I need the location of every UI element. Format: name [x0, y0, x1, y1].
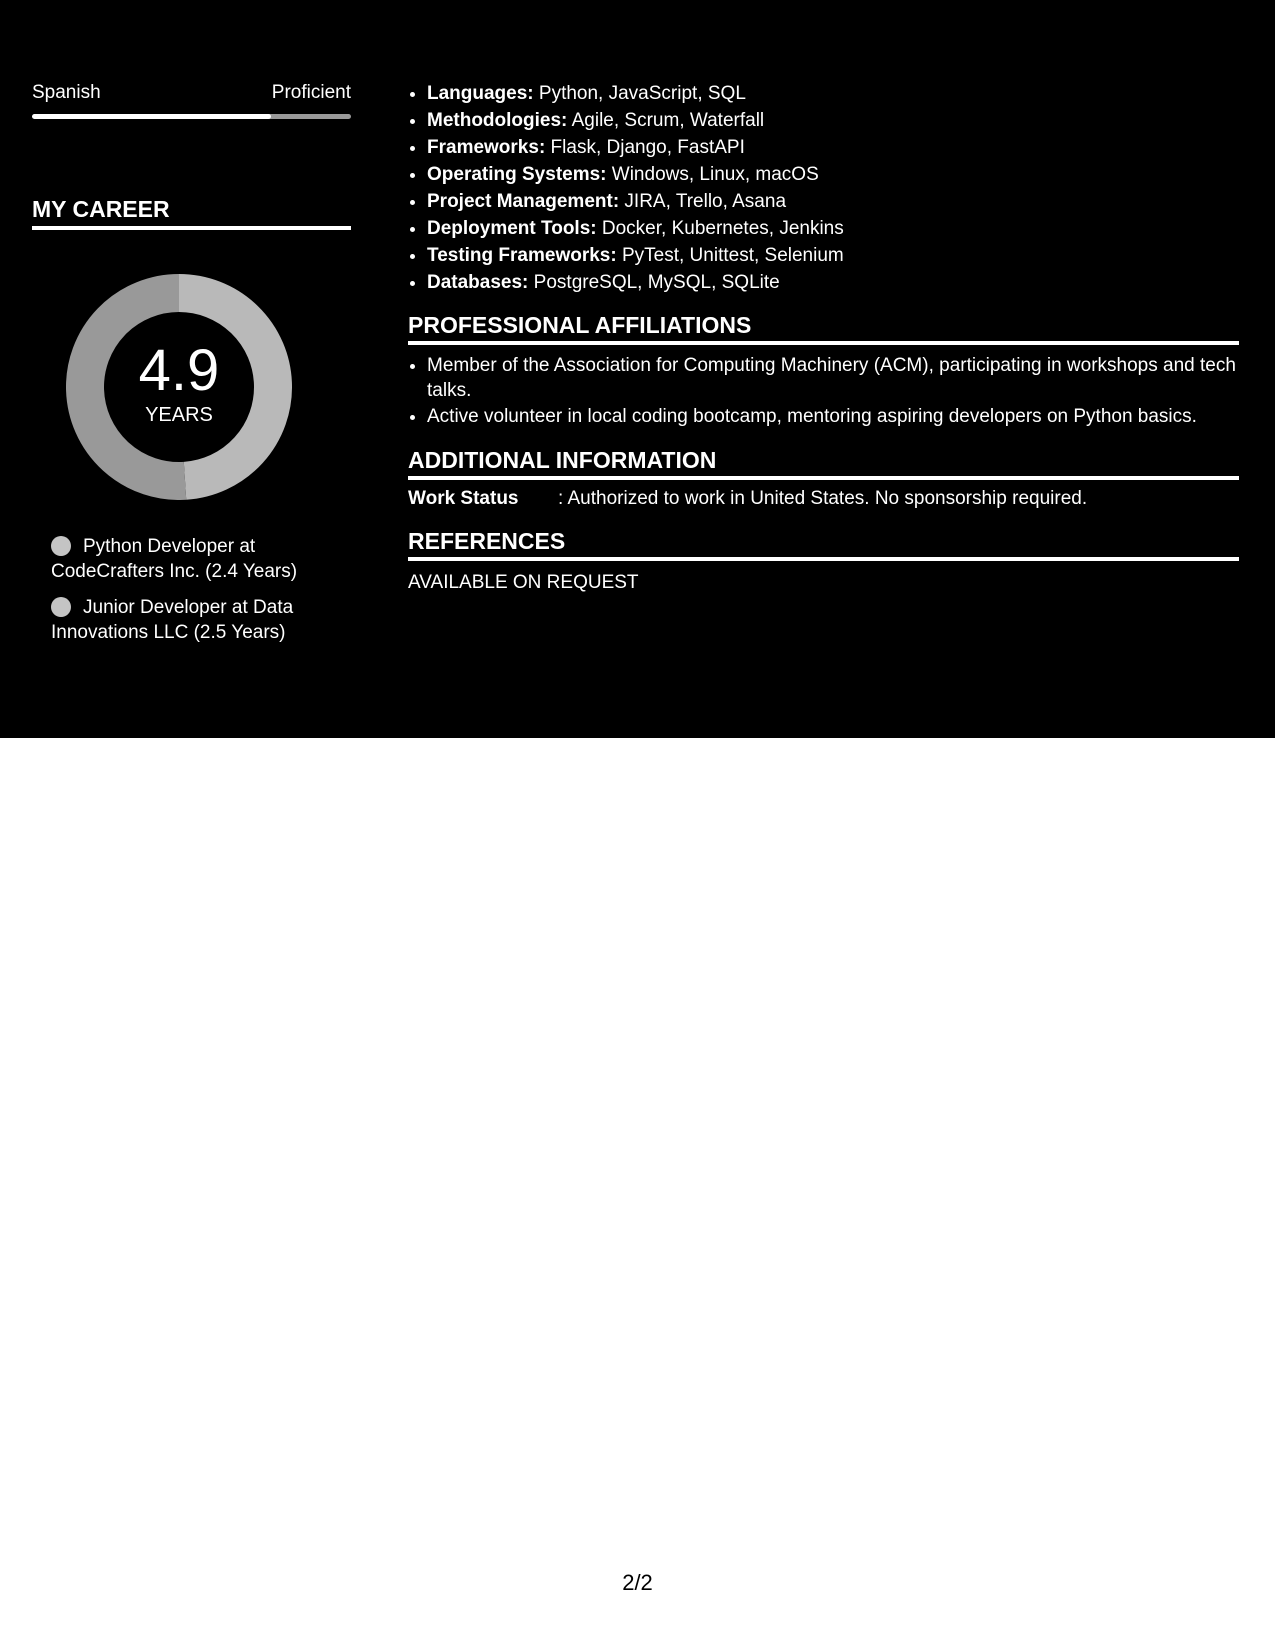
references-section-title: REFERENCES: [408, 528, 1239, 561]
affiliations-section-title: PROFESSIONAL AFFILIATIONS: [408, 312, 1239, 345]
skill-value: PyTest, Unittest, Selenium: [616, 245, 844, 266]
career-role-text: Python Developer at CodeCrafters Inc. (2.4 Years): [51, 536, 298, 582]
work-status-value: : Authorized to work in United States. No sponsorship required.: [558, 488, 1088, 509]
language-row: [32, 82, 351, 104]
affiliations-list: [408, 353, 1239, 430]
skill-label: Operating Systems:: [427, 164, 607, 185]
language-proficiency-fill: [32, 114, 271, 119]
skill-label: Databases:: [427, 272, 529, 293]
bullet-dot-icon: [51, 536, 71, 556]
total-years-unit: YEARS: [145, 403, 213, 426]
additional-info-section-title: ADDITIONAL INFORMATION: [408, 447, 1239, 480]
skill-value: JIRA, Trello, Asana: [619, 191, 787, 212]
affiliation-item: • Active volunteer in local coding bootcamp, mentoring aspiring developers on Python basics.: [427, 404, 1239, 429]
skill-label: Methodologies:: [427, 110, 568, 131]
skill-value: Python, JavaScript, SQL: [533, 83, 746, 104]
donut-center-label: [66, 274, 292, 500]
career-years-donut: [66, 274, 292, 500]
bullet-dot-icon: [51, 597, 71, 617]
skills-list: [408, 80, 1239, 296]
skill-value: PostgreSQL, MySQL, SQLite: [528, 272, 780, 293]
skill-value: Windows, Linux, macOS: [606, 164, 819, 185]
skill-label: Testing Frameworks:: [427, 245, 617, 266]
skill-label: Languages:: [427, 83, 534, 104]
page-number: 2/2: [622, 1570, 653, 1595]
skill-value: Docker, Kubernetes, Jenkins: [596, 218, 844, 239]
total-years-value: 4.9: [138, 337, 220, 403]
language-level: Proficient: [271, 82, 351, 103]
career-section-title: MY CAREER: [32, 196, 351, 230]
skill-value: Agile, Scrum, Waterfall: [567, 110, 765, 131]
resume-page-dark-band: [0, 0, 1275, 738]
skill-item: [427, 80, 1239, 107]
skill-item: [427, 107, 1239, 134]
skill-value: Flask, Django, FastAPI: [545, 137, 745, 158]
career-roles-list: [51, 534, 351, 656]
language-name: Spanish: [32, 82, 101, 103]
skill-item: [427, 188, 1239, 215]
skill-label: Project Management:: [427, 191, 620, 212]
references-text: AVAILABLE ON REQUEST: [408, 572, 639, 593]
skill-item: [427, 134, 1239, 161]
work-status-label: Work Status: [408, 488, 519, 509]
affiliation-item: • Member of the Association for Computing Machinery (ACM), participating in workshops and tech talks.: [427, 353, 1239, 403]
language-proficiency-bar: [32, 114, 351, 119]
skill-label: Deployment Tools:: [427, 218, 597, 239]
skill-item: [427, 242, 1239, 269]
skill-item: [427, 269, 1239, 296]
skill-item: [427, 215, 1239, 242]
work-status-row: [408, 488, 1239, 510]
skill-item: [427, 161, 1239, 188]
skill-label: Frameworks:: [427, 137, 546, 158]
career-role-item: [51, 595, 351, 645]
career-role-item: [51, 534, 351, 584]
career-role-text: Junior Developer at Data Innovations LLC (2.5 Years): [51, 597, 294, 643]
